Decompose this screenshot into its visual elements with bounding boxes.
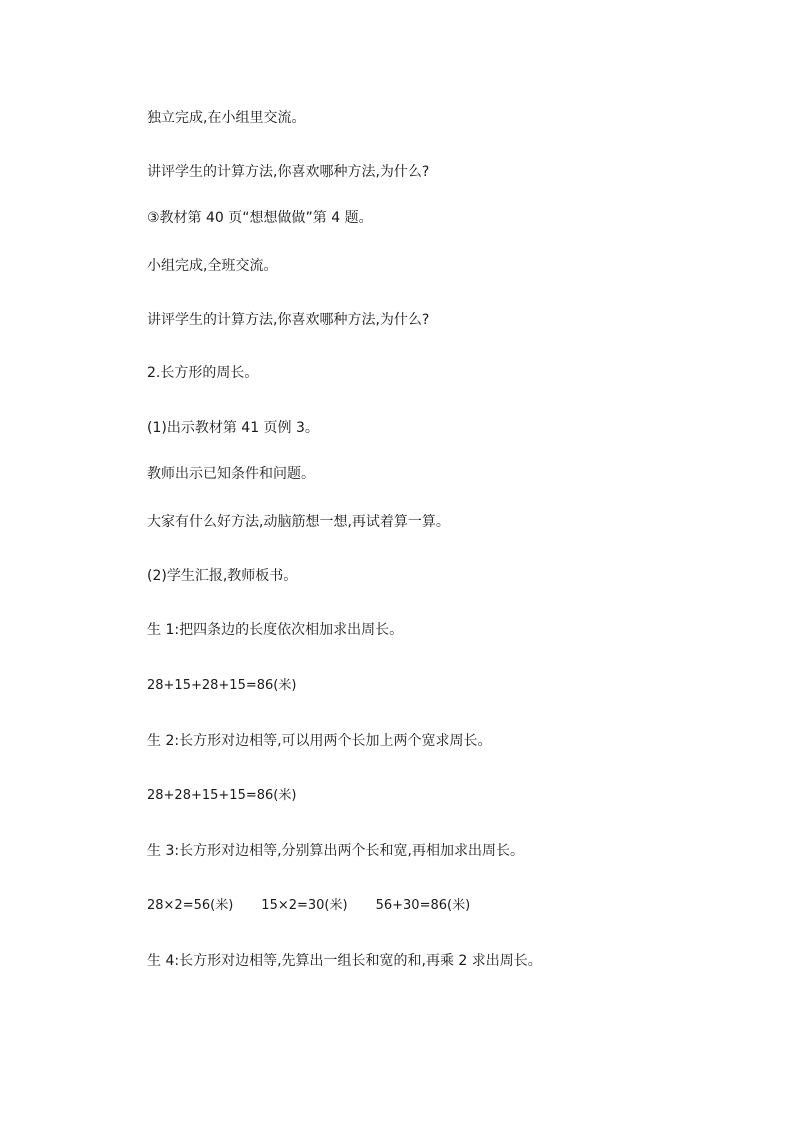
paragraph-line-13: 生 2:长方形对边相等,可以用两个长加上两个宽求周长。 <box>147 733 492 749</box>
paragraph-line-4: 小组完成,全班交流。 <box>147 258 278 274</box>
formula-item-2: 15×2=30(米) <box>261 898 348 913</box>
paragraph-line-9: 大家有什么好方法,动脑筋想一想,再试着算一算。 <box>147 514 450 530</box>
paragraph-line-10: (2)学生汇报,教师板书。 <box>147 568 298 584</box>
formula-row <box>147 896 470 916</box>
paragraph-line-11: 生 1:把四条边的长度依次相加求出周长。 <box>147 622 404 638</box>
formula-line-2: 28+28+15+15=86(米) <box>147 788 297 803</box>
paragraph-line-8: 教师出示已知条件和问题。 <box>147 466 315 482</box>
paragraph-line-1: 独立完成,在小组里交流。 <box>147 110 306 126</box>
formula-item-3: 56+30=86(米) <box>375 898 471 913</box>
paragraph-line-2: 讲评学生的计算方法,你喜欢哪种方法,为什么? <box>147 164 430 180</box>
paragraph-line-16: 生 4:长方形对边相等,先算出一组长和宽的和,再乘 2 求出周长。 <box>147 953 542 969</box>
paragraph-line-15: 生 3:长方形对边相等,分别算出两个长和宽,再相加求出周长。 <box>147 843 524 859</box>
section-heading: 2.长方形的周长。 <box>147 365 259 381</box>
paragraph-line-7: (1)出示教材第 41 页例 3。 <box>147 420 319 436</box>
formula-item-1: 28×2=56(米) <box>147 898 234 913</box>
paragraph-line-3: ③教材第 40 页“想想做做”第 4 题。 <box>147 210 373 226</box>
formula-line-1: 28+15+28+15=86(米) <box>147 678 297 693</box>
paragraph-line-5: 讲评学生的计算方法,你喜欢哪种方法,为什么? <box>147 312 430 328</box>
